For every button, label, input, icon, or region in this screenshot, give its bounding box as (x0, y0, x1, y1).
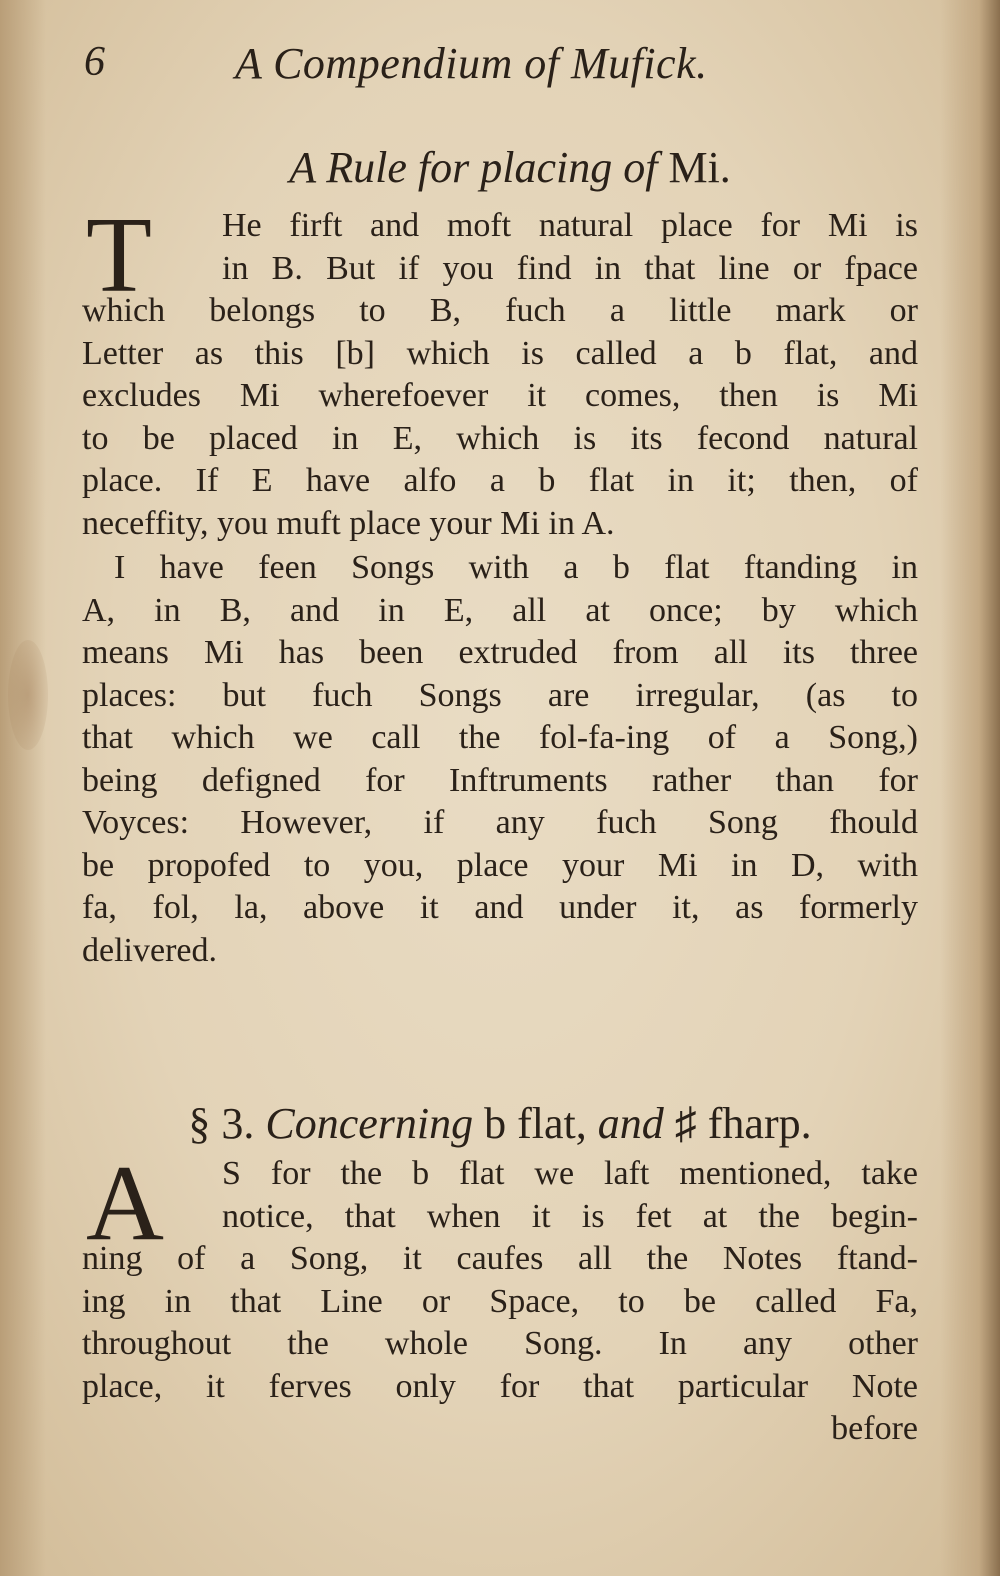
text-line: Letter as this [b] which is called a b flat, and (82, 334, 918, 372)
page-number: 6 (84, 39, 105, 85)
text-line: notice, that when it is fet at the begin- (222, 1197, 918, 1235)
page-shadow-right (940, 0, 1000, 1576)
heading-roman: Mi. (668, 143, 731, 192)
heading-roman: ♯ fharp. (674, 1099, 812, 1148)
running-header (80, 38, 920, 108)
text-line: Voyces: However, if any fuch Song fhould (82, 804, 918, 841)
text-line: A, in B, and in E, all at once; by which (82, 591, 918, 629)
text-line: that which we call the fol-fa-ing of a Song,) (82, 719, 918, 756)
text-line: places: but fuch Songs are irregular, (as to (82, 676, 918, 714)
drop-cap-a: A (86, 1144, 164, 1263)
heading-roman: b flat, (484, 1099, 587, 1148)
heading-italic: Concerning (265, 1099, 474, 1148)
text-line: means Mi has been extruded from all its three (82, 634, 918, 671)
text-line: He firft and moft natural place for Mi is (222, 207, 918, 244)
text-line: delivered. (82, 931, 217, 969)
text-line: to be placed in E, which is its fecond natural (82, 419, 918, 457)
text-line: ning of a Song, it caufes all the Notes ftand- (82, 1240, 918, 1277)
paper-stain (8, 640, 48, 750)
page-shadow-left (0, 0, 46, 1576)
text-line: being defigned for Inftruments rather than for (82, 761, 918, 799)
paragraph-1 (82, 205, 918, 545)
text-line: place. If E have alfo a b flat in it; then, of (82, 462, 918, 499)
text-line: which belongs to B, fuch a little mark or (82, 292, 918, 329)
section-heading-rule-for-mi (0, 142, 1000, 193)
section-heading-b-flat-sharp (0, 1098, 1000, 1149)
text-line: throughout the whole Song. In any other (82, 1325, 918, 1362)
paragraph-3 (82, 1153, 918, 1451)
heading-italic: and (597, 1099, 664, 1148)
text-line: I have feen Songs with a b flat ftanding in (114, 549, 918, 586)
text-line: be propofed to you, place your Mi in D, with (82, 846, 918, 884)
running-title: A Compendium of Mufick. (235, 39, 708, 88)
text-line: ing in that Line or Space, to be called Fa, (82, 1282, 918, 1320)
paragraph-2 (82, 547, 918, 972)
text-line: place, it ferves only for that particular Note (82, 1367, 918, 1405)
text-line: S for the b flat we laft mentioned, take (222, 1155, 918, 1192)
section-sign: § 3. (188, 1099, 255, 1148)
catchword: before (831, 1410, 918, 1447)
heading-italic: A Rule for placing of (289, 143, 658, 192)
drop-cap-t: T (86, 196, 152, 315)
text-line: in B. But if you find in that line or fpace (222, 249, 918, 287)
text-line: excludes Mi wherefoever it comes, then is Mi (82, 377, 918, 414)
text-line: fa, fol, la, above it and under it, as formerly (82, 889, 918, 926)
text-line: neceffity, you muft place your Mi in A. (82, 504, 615, 542)
